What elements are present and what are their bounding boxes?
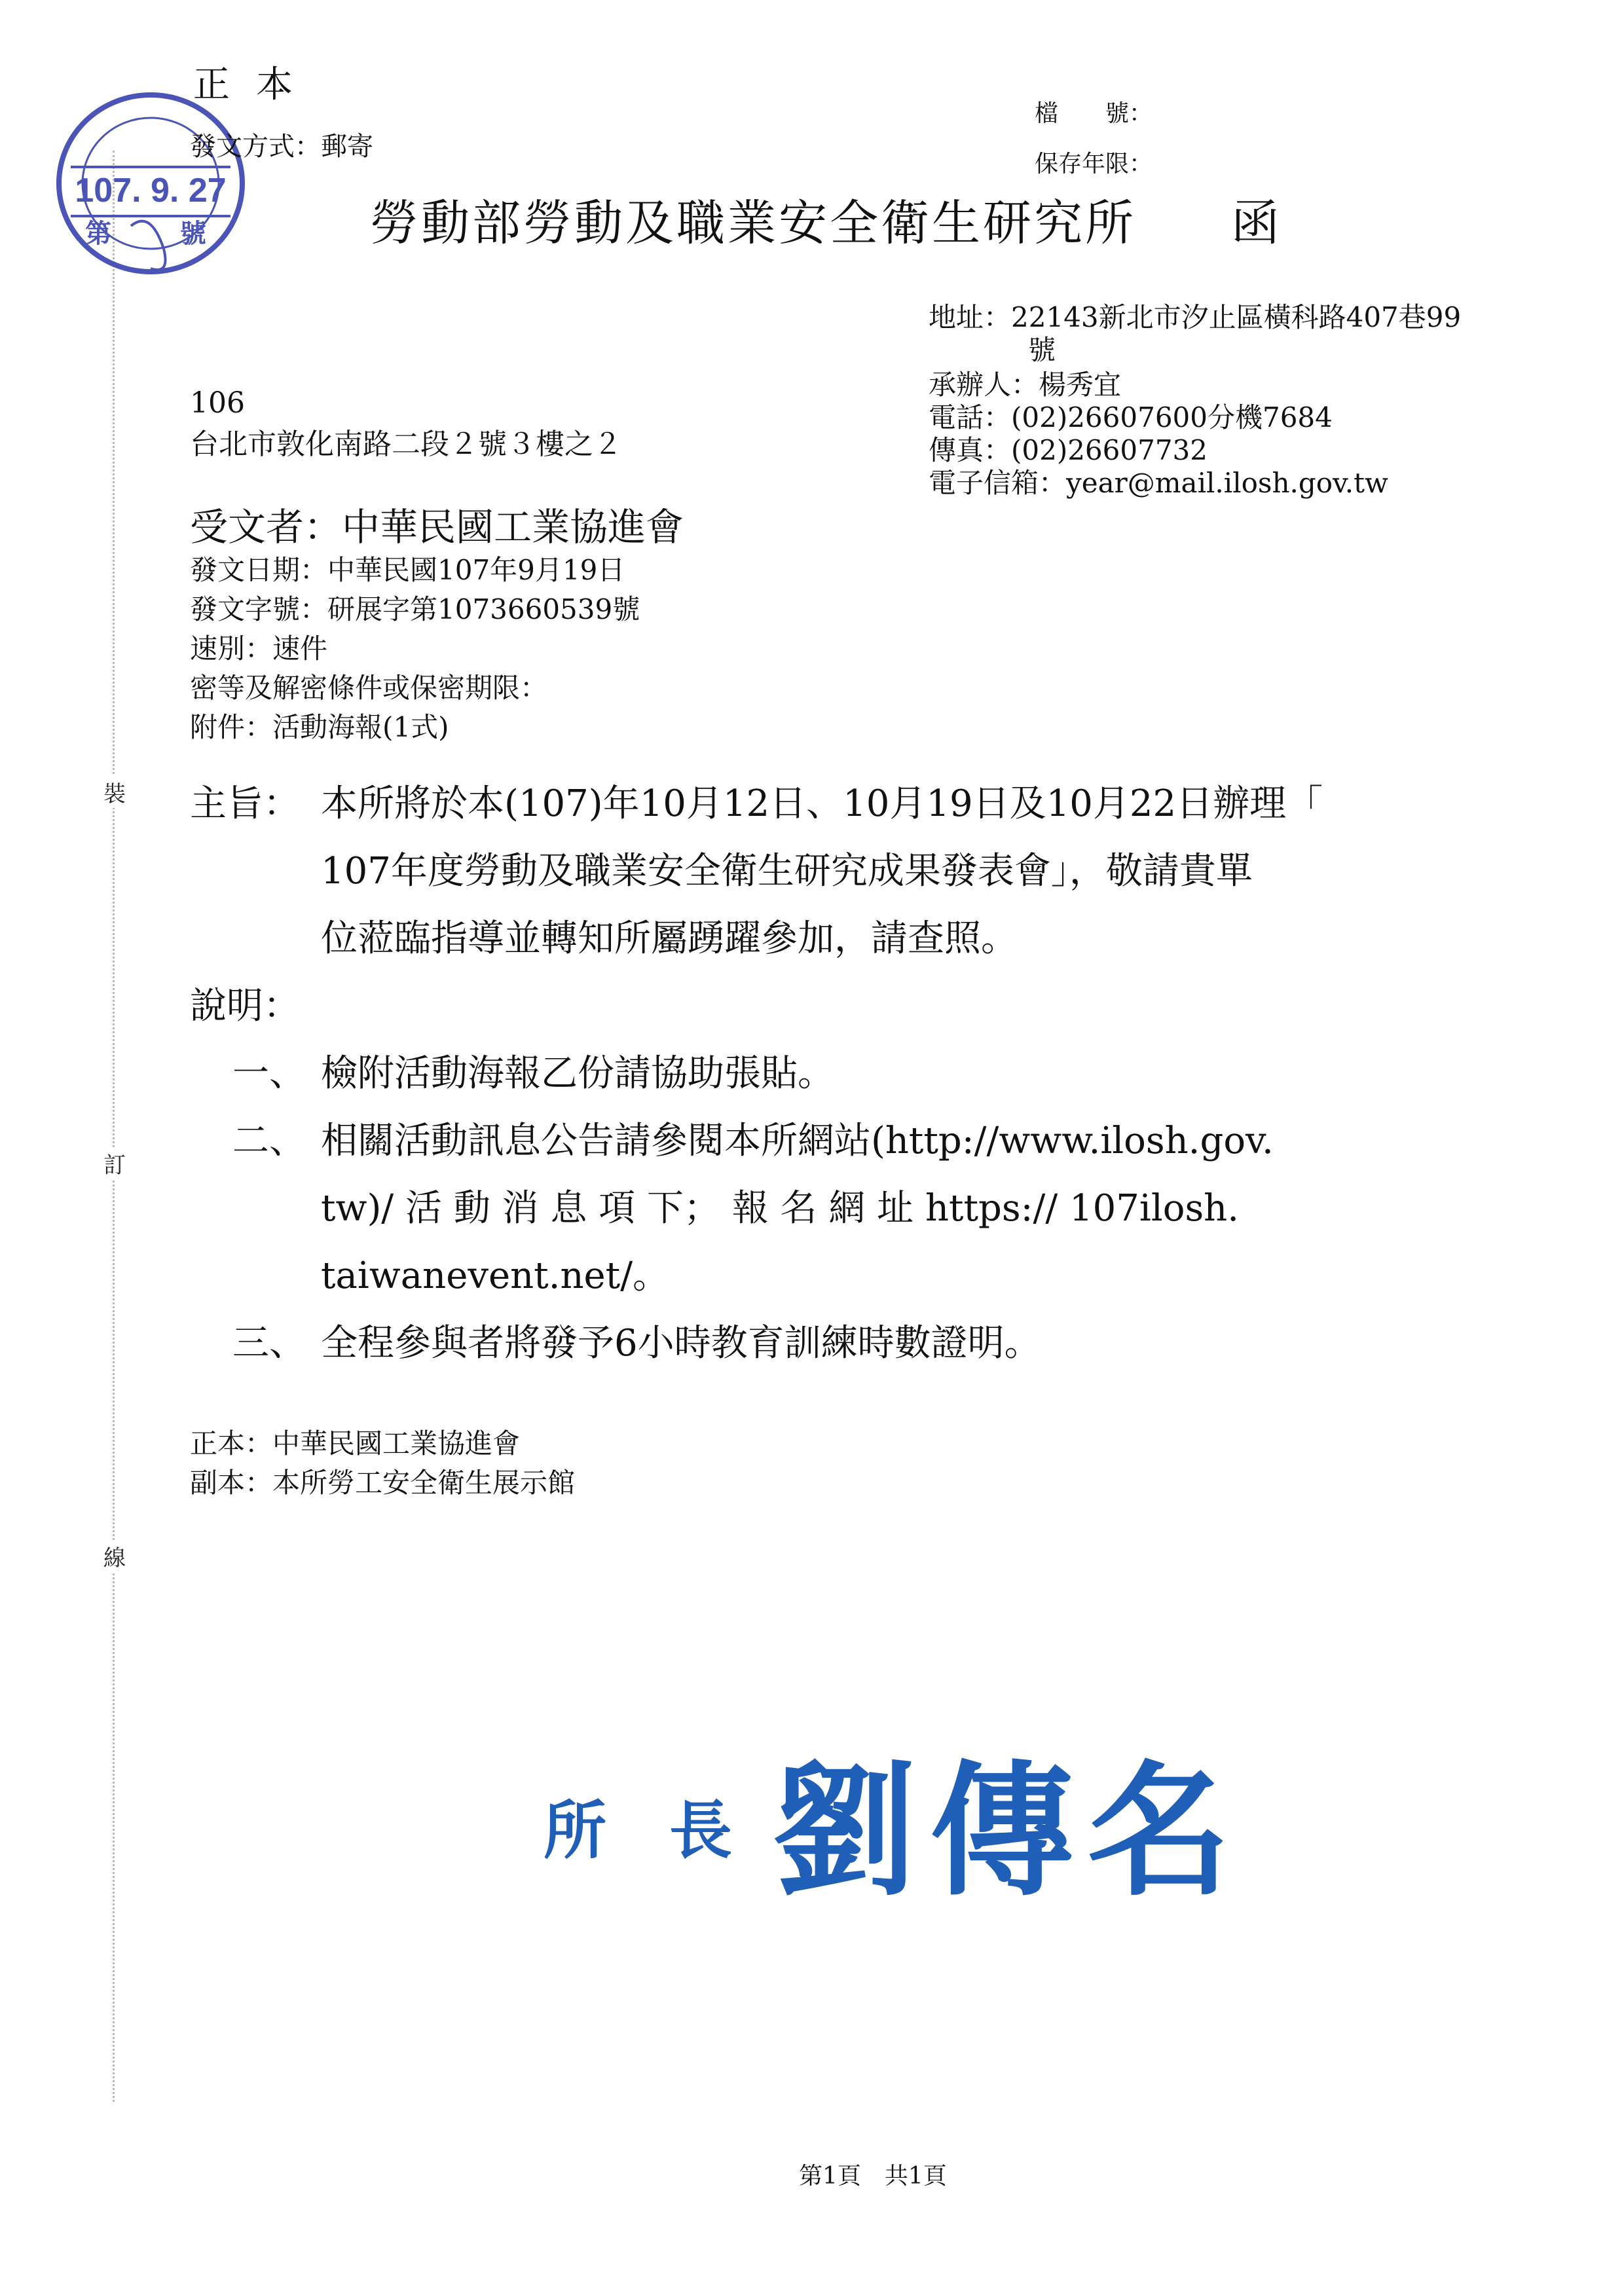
recipient-address: 台北市敦化南路二段２號３樓之２ — [190, 428, 622, 461]
distribution-copy: 副本：本所勞工安全衛生展示館 — [190, 1467, 576, 1499]
item-text: 檢附活動海報乙份請協助張貼。 — [321, 1052, 834, 1095]
receiver: 受文者：中華民國工業協進會 — [190, 505, 684, 549]
item-number: 三、 — [232, 1322, 306, 1365]
speed: 速別：速件 — [190, 633, 328, 665]
binding-mark-xian: 線 — [103, 1540, 126, 1572]
contact-phone: 電話：(02)26607600分機7684 — [929, 401, 1333, 433]
send-method: 發文方式：郵寄 — [190, 132, 373, 162]
stamp-hao: 號 — [180, 218, 206, 249]
item-number: 一、 — [232, 1052, 306, 1095]
copy-type: 正本 — [193, 64, 319, 106]
contact-fax: 傳真：(02)26607732 — [929, 434, 1208, 466]
subject-line: 本所將於本(107)年10月12日、10月19日及10月22日辦理「 — [321, 782, 1323, 825]
subject-line: 107年度勞動及職業安全衛生研究成果發表會」，敬請貴單 — [321, 850, 1253, 892]
item-text: 相關活動訊息公告請參閱本所網站(http://www.ilosh.gov. — [321, 1120, 1274, 1162]
issue-number: 發文字號：研展字第1073660539號 — [190, 593, 640, 625]
stamp-date: 107. 9. 27 — [75, 172, 227, 210]
signature-title: 所 長 — [544, 1793, 732, 1867]
received-stamp — [52, 85, 249, 282]
item-text: taiwanevent.net/。 — [321, 1255, 670, 1297]
explanation-label: 說明： — [190, 985, 300, 1027]
contact-address-line-1: 地址：22143新北市汐止區橫科路407巷99 — [929, 301, 1462, 333]
distribution-original: 正本：中華民國工業協進會 — [190, 1427, 521, 1460]
document-title: 勞動部勞動及職業安全衛生研究所 — [370, 195, 1136, 251]
signature-name: 劉傳名 — [773, 1746, 1245, 1915]
binding-mark-zhuang: 裝 — [103, 776, 126, 808]
page-indicator: 第1頁 共1頁 — [799, 2163, 947, 2190]
file-number-label: 檔 號： — [1035, 100, 1153, 127]
item-number: 二、 — [232, 1120, 306, 1162]
stamp-di: 第 — [85, 218, 111, 249]
issue-date: 發文日期：中華民國107年9月19日 — [190, 554, 625, 586]
document-type: 函 — [1231, 195, 1280, 251]
item-text: 全程參與者將發予6小時教育訓練時數證明。 — [321, 1322, 1041, 1365]
contact-address-line-2: 號 — [1028, 334, 1056, 366]
secrecy: 密等及解密條件或保密期限： — [190, 672, 548, 704]
binding-mark-ding: 訂 — [103, 1147, 126, 1179]
subject-line: 位蒞臨指導並轉知所屬踴躍參加，請查照。 — [321, 917, 1018, 960]
attachment: 附件：活動海報(1式) — [190, 711, 449, 743]
binding-dotted-line — [113, 151, 115, 2102]
subject-label: 主旨： — [190, 782, 300, 825]
contact-email: 電子信箱：year@mail.ilosh.gov.tw — [929, 467, 1388, 499]
item-text: tw)/ 活 動 消 息 項 下； 報 名 網 址 https:// 107ilosh. — [321, 1187, 1240, 1230]
retention-label: 保存年限： — [1035, 151, 1153, 177]
contact-handler: 承辦人：楊秀宜 — [929, 369, 1122, 401]
recipient-zip: 106 — [190, 386, 245, 420]
